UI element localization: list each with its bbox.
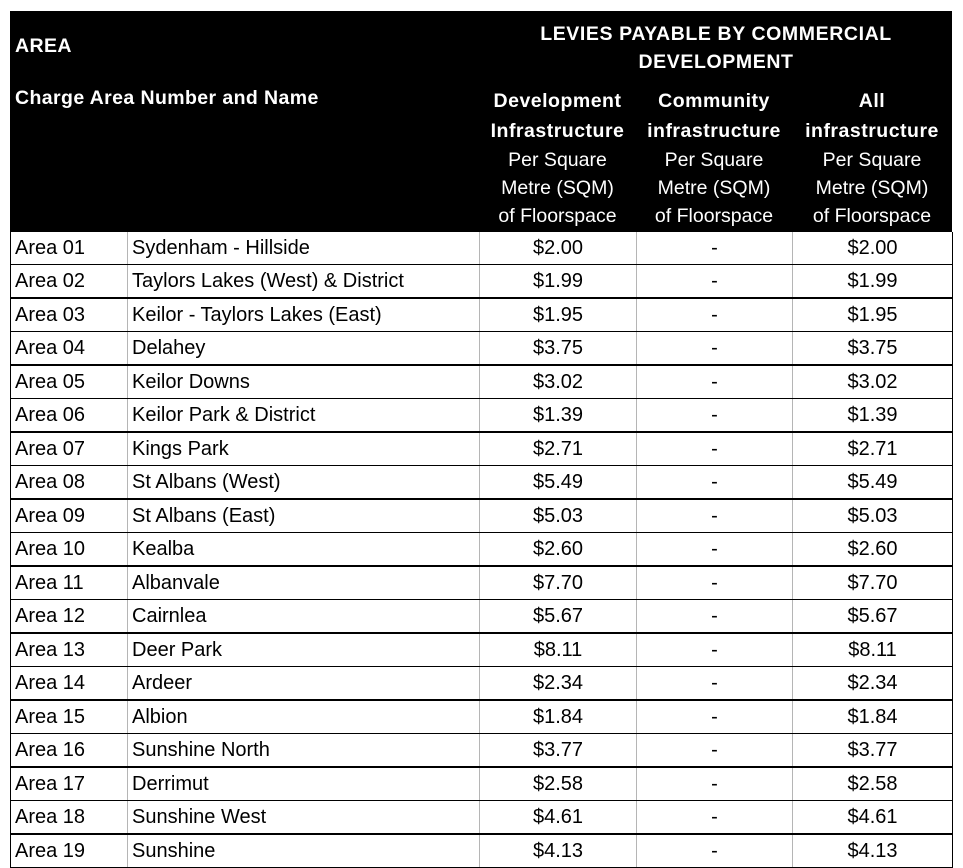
all-levy-cell: $2.34	[793, 667, 953, 701]
community-levy-cell: -	[637, 667, 793, 701]
table-row	[11, 600, 953, 634]
table-row	[11, 265, 953, 299]
table-row	[11, 365, 953, 399]
development-levy-cell: $5.03	[480, 499, 637, 533]
community-levy-cell: -	[637, 298, 793, 332]
table-row	[11, 767, 953, 801]
development-levy-cell: $2.60	[480, 533, 637, 567]
area-name-cell: Sunshine North	[128, 734, 480, 768]
table-row	[11, 332, 953, 366]
column-subtitle: of Floorspace	[812, 205, 932, 227]
table-row	[11, 466, 953, 500]
community-levy-cell: -	[637, 734, 793, 768]
area-header-label: AREA	[15, 35, 72, 57]
community-levy-cell: -	[637, 332, 793, 366]
table-rows	[11, 232, 953, 868]
area-code-cell: Area 16	[11, 734, 128, 768]
table-row	[11, 667, 953, 701]
community-levy-cell: -	[637, 801, 793, 835]
area-code-cell: Area 08	[11, 466, 128, 500]
community-levy-cell: -	[637, 600, 793, 634]
levies-title-line-2: DEVELOPMENT	[638, 51, 794, 73]
community-levy-cell: -	[637, 365, 793, 399]
all-levy-cell: $1.84	[793, 700, 953, 734]
column-subtitle: of Floorspace	[498, 205, 617, 227]
development-levy-cell: $2.71	[480, 432, 637, 466]
table-body	[10, 232, 952, 868]
levies-title-line-1: LEVIES PAYABLE BY COMMERCIAL	[540, 23, 892, 45]
area-name-cell: Albion	[128, 700, 480, 734]
development-levy-cell: $2.58	[480, 767, 637, 801]
table-row	[11, 700, 953, 734]
area-name-cell: Kealba	[128, 533, 480, 567]
community-levy-cell: -	[637, 767, 793, 801]
area-name-cell: Taylors Lakes (West) & District	[128, 265, 480, 299]
development-levy-cell: $1.99	[480, 265, 637, 299]
all-levy-cell: $7.70	[793, 566, 953, 600]
area-name-cell: Sunshine West	[128, 801, 480, 835]
all-levy-cell: $1.99	[793, 265, 953, 299]
development-levy-cell: $1.84	[480, 700, 637, 734]
development-levy-cell: $2.00	[480, 232, 637, 265]
community-levy-cell: -	[637, 834, 793, 868]
column-header-all	[792, 86, 952, 230]
table-row	[11, 399, 953, 433]
table-row	[11, 566, 953, 600]
area-name-cell: Albanvale	[128, 566, 480, 600]
all-levy-cell: $3.02	[793, 365, 953, 399]
area-name-cell: Delahey	[128, 332, 480, 366]
area-code-cell: Area 03	[11, 298, 128, 332]
table-header	[10, 11, 952, 232]
development-levy-cell: $1.39	[480, 399, 637, 433]
column-subtitle: of Floorspace	[654, 205, 774, 227]
all-levy-cell: $2.58	[793, 767, 953, 801]
area-code-cell: Area 06	[11, 399, 128, 433]
table-row	[11, 499, 953, 533]
all-levy-cell: $2.60	[793, 533, 953, 567]
all-levy-cell: $5.67	[793, 600, 953, 634]
all-levy-cell: $5.03	[793, 499, 953, 533]
table-row	[11, 801, 953, 835]
development-levy-cell: $7.70	[480, 566, 637, 600]
area-code-cell: Area 04	[11, 332, 128, 366]
all-levy-cell: $2.71	[793, 432, 953, 466]
development-levy-cell: $1.95	[480, 298, 637, 332]
column-subtitle: Metre (SQM)	[815, 177, 929, 199]
community-levy-cell: -	[637, 466, 793, 500]
column-title: Community	[658, 90, 770, 112]
development-levy-cell: $3.77	[480, 734, 637, 768]
area-code-cell: Area 09	[11, 499, 128, 533]
levies-title	[480, 20, 952, 76]
area-code-cell: Area 02	[11, 265, 128, 299]
development-levy-cell: $5.49	[480, 466, 637, 500]
area-name-cell: Keilor Park & District	[128, 399, 480, 433]
column-subtitle: Per Square	[508, 149, 607, 171]
development-levy-cell: $5.67	[480, 600, 637, 634]
area-name-cell: Kings Park	[128, 432, 480, 466]
column-subtitle: Per Square	[664, 149, 764, 171]
community-levy-cell: -	[637, 432, 793, 466]
all-levy-cell: $5.49	[793, 466, 953, 500]
table-row	[11, 834, 953, 868]
area-code-cell: Area 15	[11, 700, 128, 734]
table-row	[11, 633, 953, 667]
all-levy-cell: $4.61	[793, 801, 953, 835]
area-name-cell: Sydenham - Hillside	[128, 232, 480, 265]
column-title: infrastructure	[805, 120, 939, 142]
column-header-community	[636, 86, 792, 230]
all-levy-cell: $3.77	[793, 734, 953, 768]
area-code-cell: Area 10	[11, 533, 128, 567]
levies-data-table	[10, 232, 953, 868]
all-levy-cell: $4.13	[793, 834, 953, 868]
community-levy-cell: -	[637, 232, 793, 265]
table-row	[11, 298, 953, 332]
development-levy-cell: $8.11	[480, 633, 637, 667]
area-code-cell: Area 12	[11, 600, 128, 634]
column-title: infrastructure	[647, 120, 781, 142]
community-levy-cell: -	[637, 265, 793, 299]
table-row	[11, 232, 953, 265]
all-levy-cell: $8.11	[793, 633, 953, 667]
community-levy-cell: -	[637, 566, 793, 600]
area-name-cell: Ardeer	[128, 667, 480, 701]
column-header-development	[479, 86, 636, 230]
table-row	[11, 734, 953, 768]
area-code-cell: Area 07	[11, 432, 128, 466]
development-levy-cell: $4.13	[480, 834, 637, 868]
community-levy-cell: -	[637, 633, 793, 667]
column-title: All	[858, 90, 886, 112]
area-name-cell: Keilor - Taylors Lakes (East)	[128, 298, 480, 332]
area-code-cell: Area 19	[11, 834, 128, 868]
all-levy-cell: $2.00	[793, 232, 953, 265]
area-code-cell: Area 14	[11, 667, 128, 701]
column-subtitle: Metre (SQM)	[501, 177, 614, 199]
community-levy-cell: -	[637, 533, 793, 567]
area-name-cell: St Albans (West)	[128, 466, 480, 500]
area-name-cell: St Albans (East)	[128, 499, 480, 533]
community-levy-cell: -	[637, 700, 793, 734]
all-levy-cell: $1.95	[793, 298, 953, 332]
area-name-cell: Cairnlea	[128, 600, 480, 634]
development-levy-cell: $2.34	[480, 667, 637, 701]
column-title: Infrastructure	[490, 120, 625, 142]
development-levy-cell: $4.61	[480, 801, 637, 835]
development-levy-cell: $3.75	[480, 332, 637, 366]
table-row	[11, 533, 953, 567]
area-name-cell: Keilor Downs	[128, 365, 480, 399]
all-levy-cell: $3.75	[793, 332, 953, 366]
area-code-cell: Area 11	[11, 566, 128, 600]
area-name-cell: Deer Park	[128, 633, 480, 667]
area-code-cell: Area 13	[11, 633, 128, 667]
charge-area-header: Charge Area Number and Name	[15, 87, 319, 109]
all-levy-cell: $1.39	[793, 399, 953, 433]
area-name-cell: Derrimut	[128, 767, 480, 801]
column-subtitle: Per Square	[822, 149, 922, 171]
community-levy-cell: -	[637, 499, 793, 533]
area-code-cell: Area 17	[11, 767, 128, 801]
table-row	[11, 432, 953, 466]
development-levy-cell: $3.02	[480, 365, 637, 399]
column-subtitle: Metre (SQM)	[657, 177, 771, 199]
area-code-cell: Area 05	[11, 365, 128, 399]
area-code-cell: Area 18	[11, 801, 128, 835]
community-levy-cell: -	[637, 399, 793, 433]
area-code-cell: Area 01	[11, 232, 128, 265]
column-title: Development	[493, 90, 622, 112]
area-name-cell: Sunshine	[128, 834, 480, 868]
